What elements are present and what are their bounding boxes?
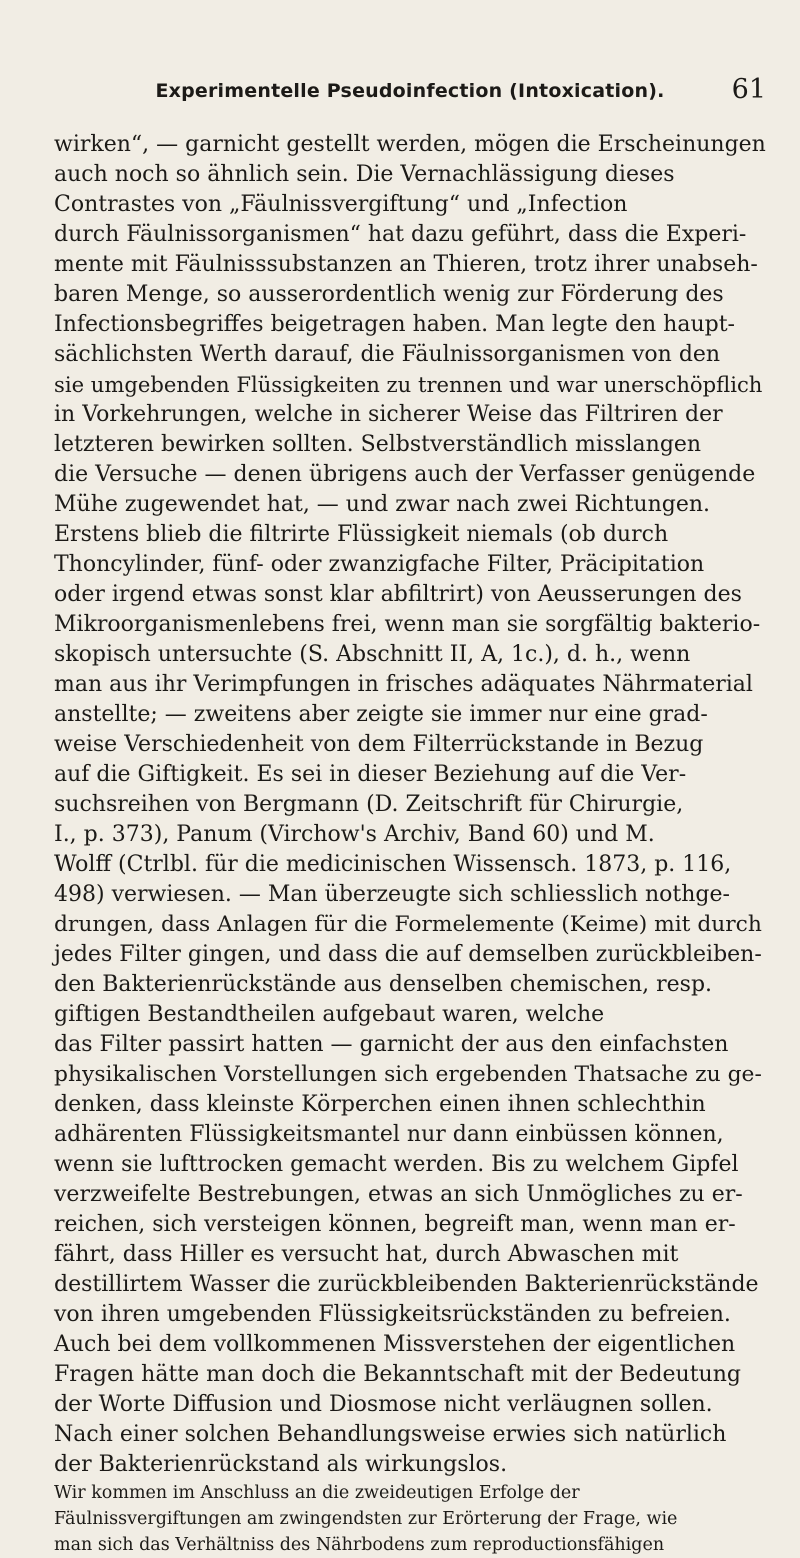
text-line: letzteren bewirken sollten. Selbstverständlich misslangen <box>54 432 702 457</box>
text-line: Fäulnissvergiftungen am zwingendsten zur Erörterung der Frage, wie <box>54 1509 678 1529</box>
text-line: Mühe zugewendet hat, — und zwar nach zwei Richtungen. <box>54 492 711 517</box>
text-line: anstellte; — zweitens aber zeigte sie immer nur eine grad- <box>54 702 708 727</box>
text-line: reichen, sich versteigen können, begreift man, wenn man er- <box>54 1212 736 1237</box>
text-line: der Worte Diffusion und Diosmose nicht verläugnen sollen. <box>54 1392 713 1417</box>
text-line: drungen, dass Anlagen für die Formelemente (Keime) mit durch <box>54 912 762 937</box>
text-line: der Bakterienrückstand als wirkungslos. <box>54 1452 508 1477</box>
text-line: denken, dass kleinste Körperchen einen ihnen schlechthin <box>54 1092 706 1117</box>
text-line: in Vorkehrungen, welche in sicherer Weise das Filtriren der <box>54 402 723 427</box>
text-line: wirken“, — garnicht gestellt werden, mögen die Erscheinungen <box>54 132 766 157</box>
text-line: Thoncylinder, fünf- oder zwanzigfache Filter, Präcipitation <box>54 552 705 577</box>
text-line: giftigen Bestandtheilen aufgebaut waren, welche <box>54 1002 605 1027</box>
text-line: auf die Giftigkeit. Es sei in dieser Beziehung auf die Ver- <box>54 762 687 787</box>
text-line: Wolff (Ctrlbl. für die medicinischen Wissensch. 1873, p. 116, <box>54 852 732 877</box>
text-line: man sich das Verhältniss des Nährbodens zum reproductionsfähigen <box>54 1535 665 1555</box>
text-line: sächlichsten Werth darauf, die Fäulnissorganismen von den <box>54 342 721 367</box>
text-line: Auch bei dem vollkommenen Missverstehen der eigentlichen <box>54 1332 736 1357</box>
text-line: Contrastes von „Fäulnissvergiftung“ und „Infection <box>54 192 628 217</box>
text-line: die Versuche — denen übrigens auch der Verfasser genügende <box>54 462 756 487</box>
text-line: jedes Filter gingen, und dass die auf demselben zurückbleiben- <box>54 942 762 967</box>
text-line: weise Verschiedenheit von dem Filterrückstande in Bezug <box>54 732 704 757</box>
text-line: oder irgend etwas sonst klar abfiltrirt) von Aeusserungen des <box>54 582 742 607</box>
text-line: Wir kommen im Anschluss an die zweideutigen Erfolge der <box>54 1483 580 1503</box>
text-line: fährt, dass Hiller es versucht hat, durch Abwaschen mit <box>54 1242 679 1267</box>
text-line: Fragen hätte man doch die Bekanntschaft mit der Bedeutung <box>54 1362 741 1387</box>
small-print-paragraph <box>54 1480 766 1558</box>
text-line: physikalischen Vorstellungen sich ergebenden Thatsache zu ge- <box>54 1062 762 1087</box>
main-paragraph <box>54 130 766 1480</box>
text-line: baren Menge, so ausserordentlich wenig zur Förderung des <box>54 282 724 307</box>
text-line: sie umgebenden Flüssigkeiten zu trennen und war unerschöpflich <box>54 372 763 397</box>
text-line: destillirtem Wasser die zurückbleibenden Bakterienrückstände <box>54 1272 759 1297</box>
text-line: I., p. 373), Panum (Virchow's Archiv, Band 60) und M. <box>54 822 655 847</box>
text-line: skopisch untersuchte (S. Abschnitt II, A, 1c.), d. h., wenn <box>54 642 691 667</box>
page-number: 61 <box>731 74 766 105</box>
running-title: Experimentelle Pseudoinfection (Intoxication). <box>155 80 665 102</box>
text-line: suchsreihen von Bergmann (D. Zeitschrift für Chirurgie, <box>54 792 684 817</box>
text-line: den Bakterienrückstände aus denselben chemischen, resp. <box>54 972 713 997</box>
text-line: Mikroorganismenlebens frei, wenn man sie sorgfältig bakterio- <box>54 612 761 637</box>
body-text <box>54 130 766 1558</box>
text-line: wenn sie lufttrocken gemacht werden. Bis zu welchem Gipfel <box>54 1152 739 1177</box>
page-header <box>54 74 766 114</box>
text-line: auch noch so ähnlich sein. Die Vernachlässigung dieses <box>54 162 675 187</box>
text-line: von ihren umgebenden Flüssigkeitsrückständen zu befreien. <box>54 1302 731 1327</box>
text-line: man aus ihr Verimpfungen in frisches adäquates Nährmaterial <box>54 672 753 697</box>
text-line: das Filter passirt hatten — garnicht der aus den einfachsten <box>54 1032 729 1057</box>
text-line: Erstens blieb die filtrirte Flüssigkeit niemals (ob durch <box>54 522 669 547</box>
text-line: verzweifelte Bestrebungen, etwas an sich Unmögliches zu er- <box>54 1182 743 1207</box>
text-line: Infectionsbegriffes beigetragen haben. Man legte den haupt- <box>54 312 735 337</box>
text-line: 498) verwiesen. — Man überzeugte sich schliesslich nothge- <box>54 882 730 907</box>
text-line: mente mit Fäulnisssubstanzen an Thieren, trotz ihrer unabseh- <box>54 252 758 277</box>
text-line: adhärenten Flüssigkeitsmantel nur dann einbüssen können, <box>54 1122 724 1147</box>
text-line: durch Fäulnissorganismen“ hat dazu geführt, dass die Experi- <box>54 222 747 247</box>
text-line: Nach einer solchen Behandlungsweise erwies sich natürlich <box>54 1422 727 1447</box>
